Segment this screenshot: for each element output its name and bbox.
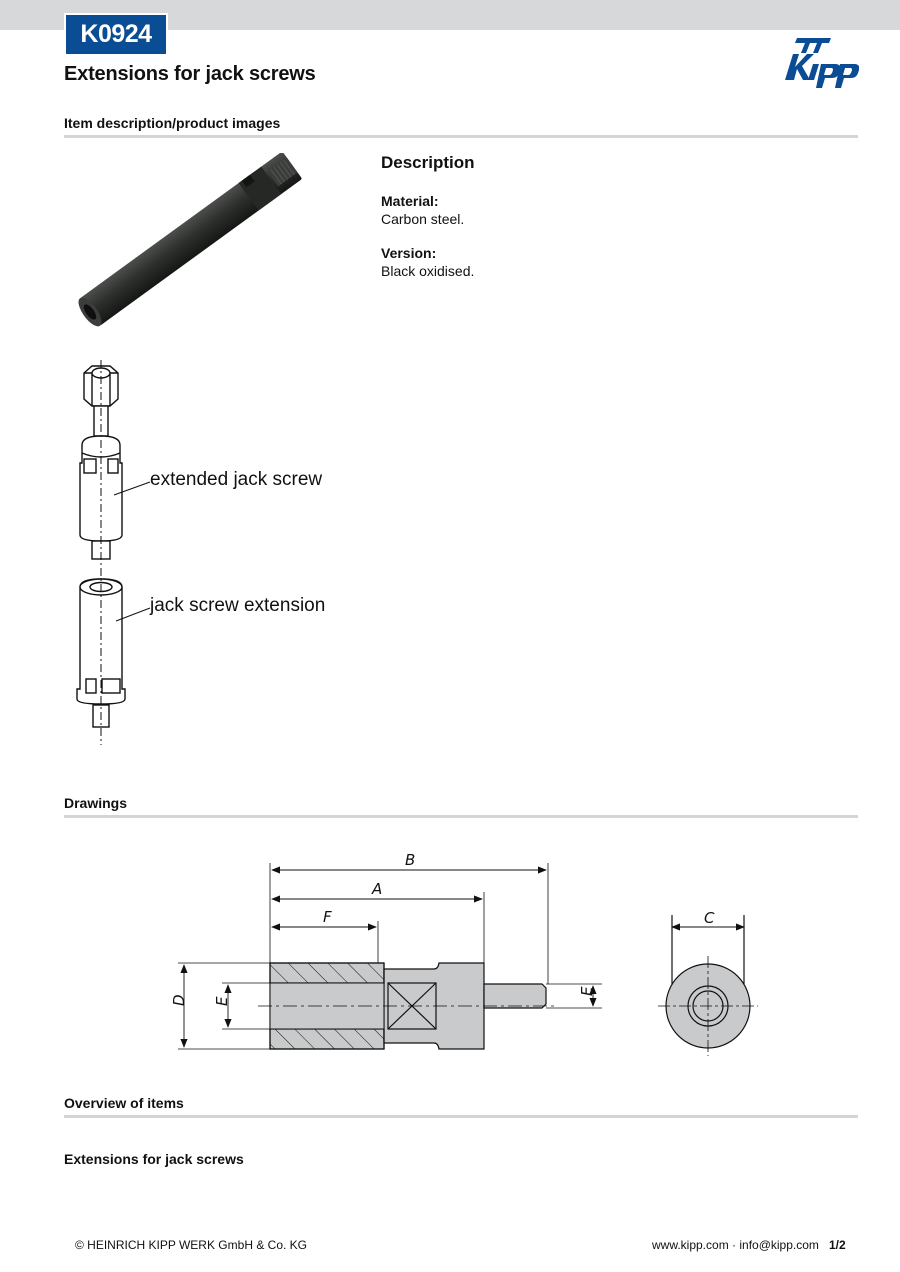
version-value: Black oxidised. bbox=[381, 263, 475, 279]
section-heading-item-description: Item description/product images bbox=[64, 115, 281, 131]
technical-drawing bbox=[150, 845, 770, 1070]
page-title: Extensions for jack screws bbox=[64, 63, 316, 85]
dim-label-c: C bbox=[704, 909, 715, 927]
dim-label-a: A bbox=[372, 880, 383, 898]
footer-contact[interactable]: www.kipp.com · info@kipp.com bbox=[652, 1238, 819, 1252]
description-heading: Description bbox=[381, 153, 475, 172]
dim-label-e-right: E bbox=[578, 986, 596, 996]
dim-label-e-left: E bbox=[213, 996, 231, 1006]
description-block bbox=[381, 153, 841, 297]
version-label: Version: bbox=[381, 245, 437, 261]
callout-jack-screw-extension: jack screw extension bbox=[150, 595, 326, 616]
dim-label-b: B bbox=[405, 851, 416, 869]
section-heading-drawings: Drawings bbox=[64, 795, 128, 811]
page-number: 1/2 bbox=[829, 1238, 846, 1252]
section-heading-overview: Overview of items bbox=[64, 1095, 184, 1111]
product-photo bbox=[64, 153, 326, 343]
material-label: Material: bbox=[381, 193, 439, 209]
section-divider bbox=[64, 815, 858, 818]
section-divider bbox=[64, 1115, 858, 1118]
section-divider bbox=[64, 135, 858, 138]
assembly-illustration bbox=[64, 355, 326, 755]
overview-subheading: Extensions for jack screws bbox=[64, 1151, 244, 1167]
material-value: Carbon steel. bbox=[381, 211, 465, 227]
dim-label-d: D bbox=[170, 994, 188, 1006]
article-code: K0924 bbox=[66, 15, 166, 54]
article-code-badge bbox=[64, 13, 168, 56]
footer-copyright: © HEINRICH KIPP WERK GmbH & Co. KG bbox=[75, 1238, 307, 1252]
dim-label-f: F bbox=[323, 908, 332, 926]
kipp-logo bbox=[783, 36, 859, 94]
callout-extended-jack-screw: extended jack screw bbox=[150, 469, 323, 490]
